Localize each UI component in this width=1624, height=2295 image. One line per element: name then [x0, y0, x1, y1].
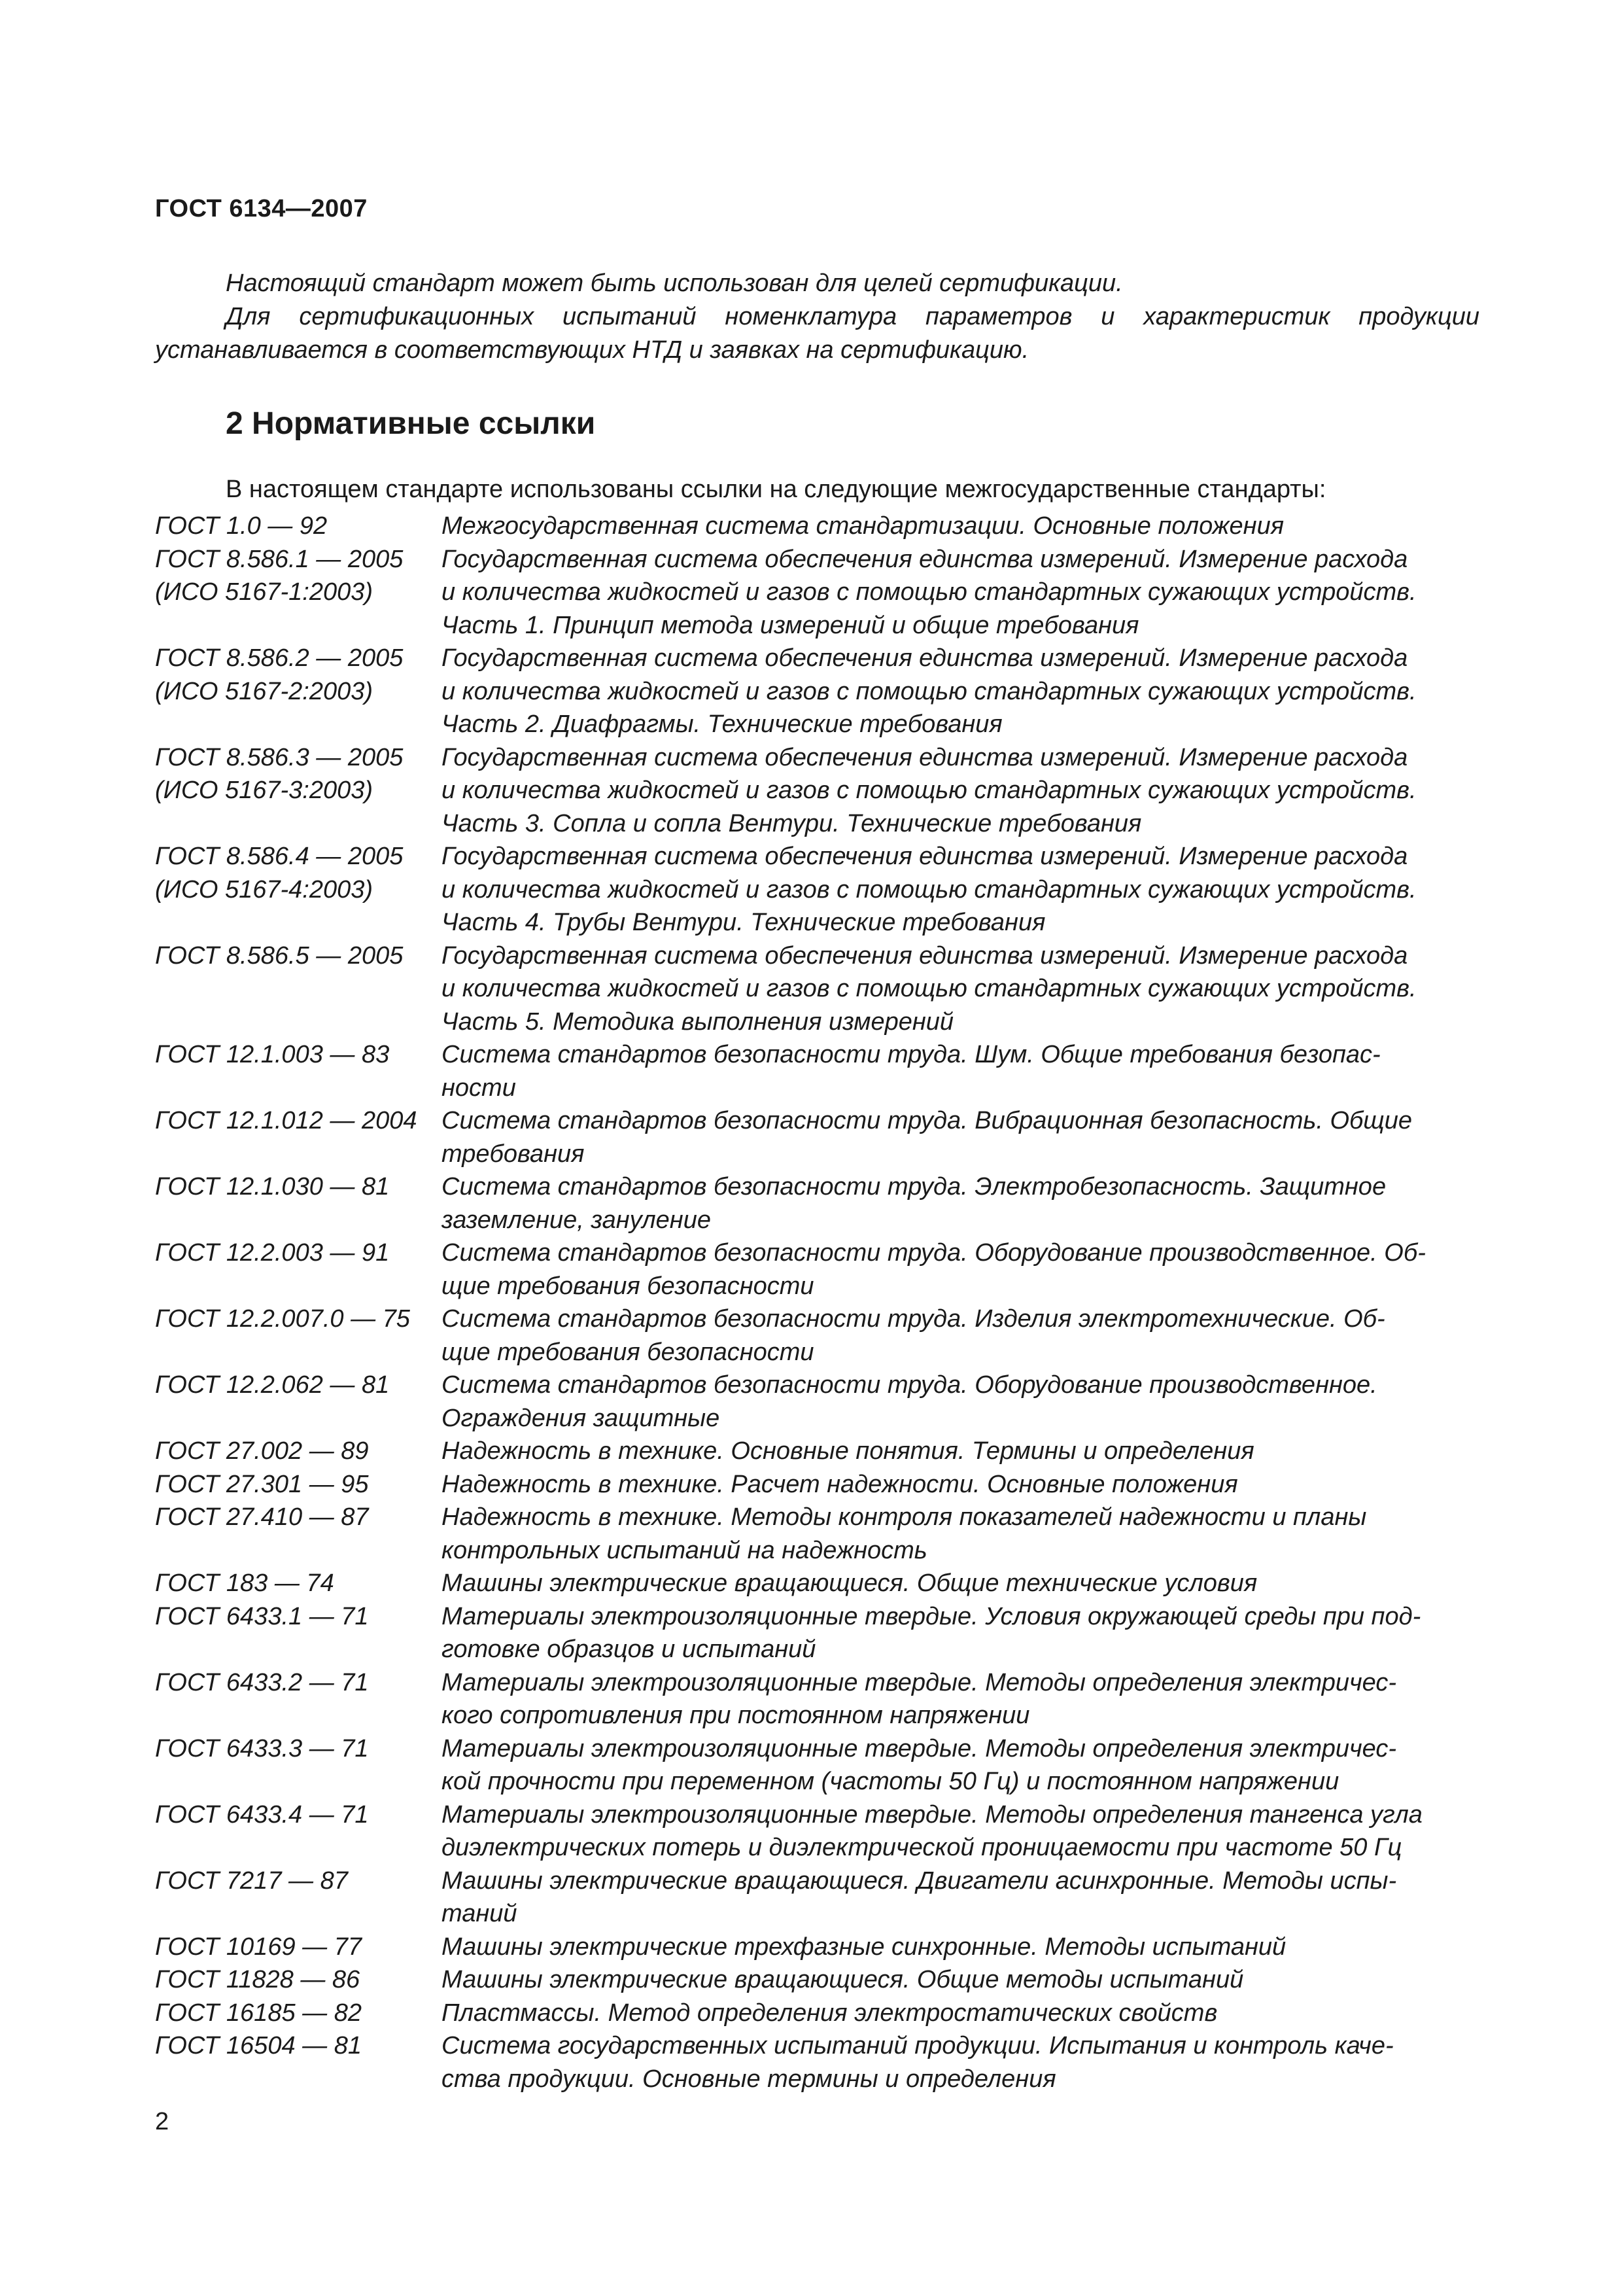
- reference-title: Машины электрические вращающиеся. Общие технические условия: [441, 1569, 1258, 1597]
- reference-item: [155, 1369, 1479, 1435]
- reference-title: Машины электрические вращающиеся. Общие методы испытаний: [441, 1966, 1244, 1993]
- reference-code: ГОСТ 27.301 — 95: [155, 1470, 369, 1498]
- section-lead: В настоящем стандарте использованы ссылки на следующие межгосударственные стандарты:: [226, 476, 1326, 503]
- reference-item: [155, 642, 1479, 741]
- reference-title: Государственная система обеспечения единства измерений. Измерение расхода и количества жидкостей и газов с помощью стандартных сужающих устройств. Часть 2. Диафрагмы. Технические требования: [441, 644, 1417, 738]
- reference-item: [155, 840, 1479, 939]
- reference-item: [155, 1567, 1479, 1600]
- reference-item: [155, 1236, 1479, 1303]
- reference-code: ГОСТ 16185 — 82: [155, 1999, 362, 2027]
- reference-code: ГОСТ 16504 — 81: [155, 2032, 362, 2059]
- reference-title: Система государственных испытаний продукции. Испытания и контроль каче- ства продукции. Основные термины и определения: [441, 2032, 1394, 2093]
- reference-code: ГОСТ 27.002 — 89: [155, 1437, 369, 1465]
- reference-item: [155, 1303, 1479, 1369]
- intro-text: [155, 267, 1479, 367]
- reference-item: [155, 510, 1479, 543]
- reference-code: ГОСТ 10169 — 77: [155, 1933, 362, 1961]
- reference-code: ГОСТ 8.586.3 — 2005 (ИСО 5167-3:2003): [155, 743, 404, 804]
- reference-item: [155, 741, 1479, 841]
- reference-item: [155, 1931, 1479, 1964]
- reference-title: Система стандартов безопасности труда. Оборудование производственное. Ограждения защитные: [441, 1371, 1377, 1432]
- page-number: 2: [155, 2108, 169, 2135]
- reference-code: ГОСТ 12.1.003 — 83: [155, 1041, 390, 1068]
- reference-code: ГОСТ 27.410 — 87: [155, 1503, 369, 1531]
- reference-code: ГОСТ 6433.4 — 71: [155, 1800, 369, 1829]
- reference-title: Надежность в технике. Расчет надежности. Основные положения: [441, 1470, 1238, 1498]
- reference-code: ГОСТ 11828 — 86: [155, 1966, 360, 1993]
- reference-code: ГОСТ 7217 — 87: [155, 1866, 348, 1895]
- reference-code: ГОСТ 12.2.007.0 — 75: [155, 1305, 410, 1333]
- reference-item: [155, 1963, 1479, 1997]
- reference-item: [155, 1435, 1479, 1468]
- reference-title: Система стандартов безопасности труда. Оборудование производственное. Об- щие требования безопасности: [441, 1239, 1426, 1300]
- reference-code: ГОСТ 12.2.062 — 81: [155, 1371, 390, 1399]
- reference-code: ГОСТ 12.1.030 — 81: [155, 1173, 390, 1200]
- reference-title: Система стандартов безопасности труда. Вибрационная безопасность. Общие требования: [441, 1107, 1412, 1168]
- reference-title: Государственная система обеспечения единства измерений. Измерение расхода и количества жидкостей и газов с помощью стандартных сужающих устройств. Часть 1. Принцип метода измерений и общие требования: [441, 545, 1417, 639]
- reference-code: ГОСТ 6433.2 — 71: [155, 1668, 369, 1696]
- section-title: 2 Нормативные ссылки: [226, 406, 596, 441]
- reference-code: ГОСТ 1.0 — 92: [155, 512, 328, 540]
- reference-title: Система стандартов безопасности труда. Шум. Общие требования безопас- ности: [441, 1041, 1381, 1102]
- reference-item: [155, 1732, 1479, 1798]
- reference-item: [155, 1104, 1479, 1170]
- reference-code: ГОСТ 6433.1 — 71: [155, 1602, 369, 1630]
- reference-item: [155, 543, 1479, 642]
- reference-code: ГОСТ 8.586.1 — 2005 (ИСО 5167-1:2003): [155, 545, 404, 606]
- reference-title: Материалы электроизоляционные твердые. Методы определения электричес- кого сопротивления при постоянном напряжении: [441, 1668, 1396, 1729]
- reference-title: Машины электрические трехфазные синхронные. Методы испытаний: [441, 1933, 1287, 1961]
- reference-item: [155, 2029, 1479, 2095]
- references-list: [155, 510, 1479, 2095]
- reference-item: [155, 1468, 1479, 1501]
- reference-title: Материалы электроизоляционные твердые. Методы определения тангенса угла диэлектрических потерь и диэлектрической проницаемости при частоте 50 Гц: [441, 1800, 1423, 1861]
- reference-title: Материалы электроизоляционные твердые. Методы определения электричес- кой прочности при переменном (частоты 50 Гц) и постоянном напряжении: [441, 1734, 1396, 1795]
- reference-title: Материалы электроизоляционные твердые. Условия окружающей среды при под- готовке образцов и испытаний: [441, 1602, 1421, 1663]
- reference-code: ГОСТ 8.586.5 — 2005: [155, 941, 404, 970]
- intro-paragraph: Настоящий стандарт может быть использован для целей сертификации.: [226, 270, 1123, 297]
- reference-code: ГОСТ 12.2.003 — 91: [155, 1239, 390, 1267]
- reference-item: [155, 1038, 1479, 1104]
- reference-title: Государственная система обеспечения единства измерений. Измерение расхода и количества жидкостей и газов с помощью стандартных сужающих устройств. Часть 4. Трубы Вентури. Технические требования: [441, 843, 1417, 936]
- reference-title: Надежность в технике. Основные понятия. Термины и определения: [441, 1437, 1254, 1465]
- reference-item: [155, 939, 1479, 1039]
- reference-code: ГОСТ 8.586.4 — 2005 (ИСО 5167-4:2003): [155, 843, 404, 903]
- reference-code: ГОСТ 183 — 74: [155, 1569, 334, 1597]
- reference-code: ГОСТ 8.586.2 — 2005 (ИСО 5167-2:2003): [155, 644, 404, 705]
- reference-item: [155, 1798, 1479, 1865]
- reference-title: Государственная система обеспечения единства измерений. Измерение расхода и количества жидкостей и газов с помощью стандартных сужающих устройств. Часть 5. Методика выполнения измерений: [441, 941, 1417, 1036]
- reference-item: [155, 1997, 1479, 2030]
- reference-title: Государственная система обеспечения единства измерений. Измерение расхода и количества жидкостей и газов с помощью стандартных сужающих устройств. Часть 3. Сопла и сопла Вентури. Технические требования: [441, 743, 1417, 837]
- reference-item: [155, 1865, 1479, 1931]
- reference-item: [155, 1666, 1479, 1732]
- reference-title: Система стандартов безопасности труда. Изделия электротехнические. Об- щие требования безопасности: [441, 1305, 1385, 1366]
- document-header: ГОСТ 6134—2007: [155, 195, 368, 222]
- reference-code: ГОСТ 12.1.012 — 2004: [155, 1107, 417, 1134]
- reference-title: Надежность в технике. Методы контроля показателей надежности и планы контрольных испытаний на надежность: [441, 1503, 1367, 1564]
- intro-paragraph: Для сертификационных испытаний номенклатура параметров и характеристик продукции устанавливается в соответствующих НТД и заявках на сертификацию.: [155, 303, 1479, 364]
- reference-title: Пластмассы. Метод определения электростатических свойств: [441, 1999, 1218, 2027]
- reference-code: ГОСТ 6433.3 — 71: [155, 1734, 369, 1762]
- reference-title: Система стандартов безопасности труда. Электробезопасность. Защитное заземление, зануление: [441, 1173, 1387, 1234]
- reference-title: Машины электрические вращающиеся. Двигатели асинхронные. Методы испы- таний: [441, 1866, 1397, 1927]
- reference-title: Межгосударственная система стандартизации. Основные положения: [441, 512, 1285, 540]
- reference-item: [155, 1501, 1479, 1567]
- reference-item: [155, 1170, 1479, 1236]
- reference-item: [155, 1600, 1479, 1666]
